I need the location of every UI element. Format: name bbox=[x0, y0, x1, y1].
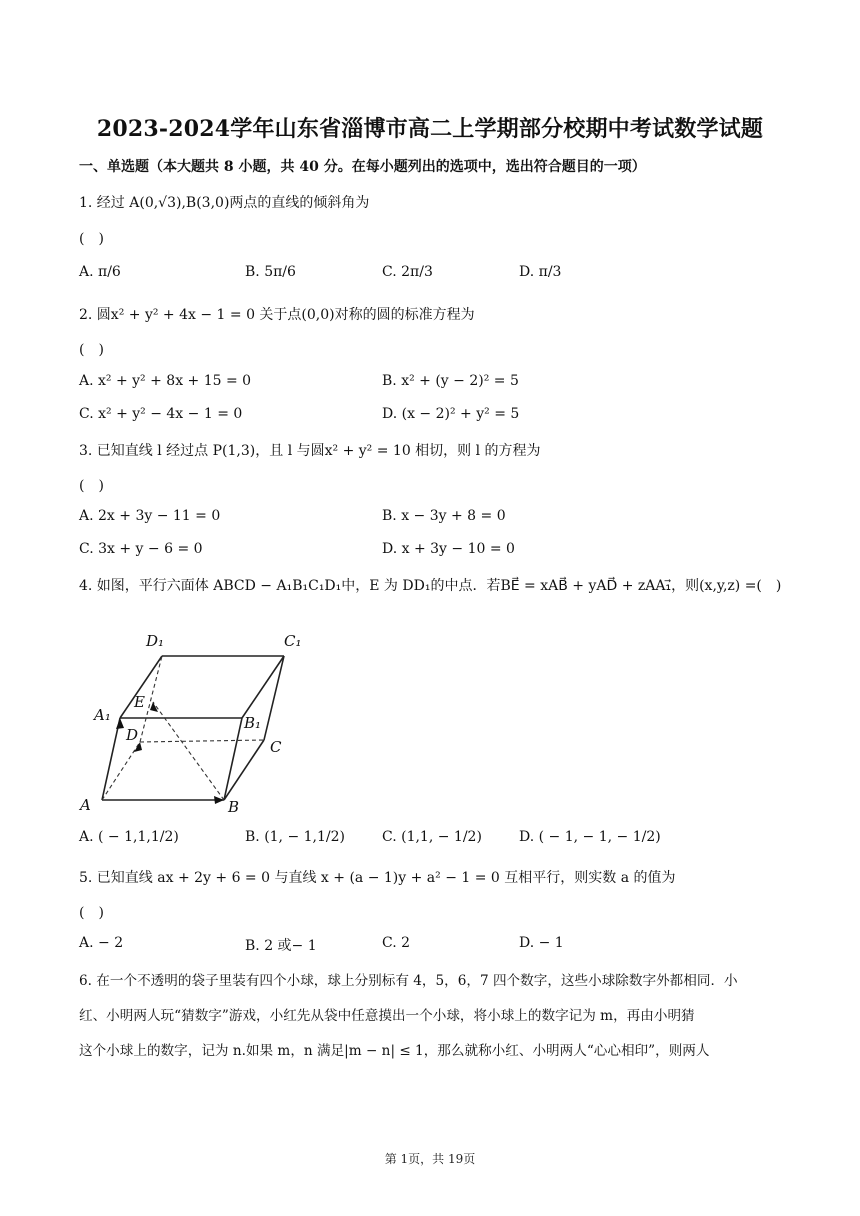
q1-option-c: C. 2π/3 bbox=[382, 264, 433, 280]
q1-stem: 1. 经过 A(0,√3),B(3,0)两点的直线的倾斜角为 bbox=[79, 195, 370, 211]
label-a1: A₁ bbox=[94, 706, 111, 724]
q2-paren: ( ) bbox=[79, 342, 104, 358]
q2-option-b: B. x² + (y − 2)² = 5 bbox=[382, 373, 519, 389]
page-footer: 第 1页，共 19页 bbox=[384, 1152, 476, 1166]
q1-option-b: B. 5π/6 bbox=[245, 264, 296, 280]
label-d1: D₁ bbox=[146, 632, 165, 650]
section-heading: 一、单选题（本大题共 8 小题，共 40 分。在每小题列出的选项中，选出符合题目的一项） bbox=[79, 159, 646, 175]
q5-option-d: D. − 1 bbox=[519, 935, 564, 951]
q3-stem: 3. 已知直线 l 经过点 P(1,3)，且 l 与圆x² + y² = 10 相切，则 l 的方程为 bbox=[79, 443, 541, 459]
label-c1: C₁ bbox=[284, 632, 302, 650]
q5-option-a: A. − 2 bbox=[79, 935, 124, 951]
q2-stem: 2. 圆x² + y² + 4x − 1 = 0 关于点(0,0)对称的圆的标准方程为 bbox=[79, 307, 475, 323]
q4-option-c: C. (1,1, − 1/2) bbox=[382, 829, 482, 845]
q3-paren: ( ) bbox=[79, 478, 104, 494]
q6-line-2: 红、小明两人玩“猜数字”游戏，小红先从袋中任意摸出一个小球，将小球上的数字记为 m，再由小明猜 bbox=[79, 1008, 695, 1024]
q5-stem: 5. 已知直线 ax + 2y + 6 = 0 与直线 x + (a − 1)y + a² − 1 = 0 互相平行，则实数 a 的值为 bbox=[79, 870, 676, 886]
q5-option-b: B. 2 或− 1 bbox=[245, 938, 317, 954]
q4-option-a: A. ( − 1,1,1/2) bbox=[79, 829, 179, 845]
vector-be bbox=[153, 702, 224, 800]
q4-option-b: B. (1, − 1,1/2) bbox=[245, 829, 345, 845]
q2-option-c: C. x² + y² − 4x − 1 = 0 bbox=[79, 406, 243, 422]
q2-option-d: D. (x − 2)² + y² = 5 bbox=[382, 406, 520, 422]
edge-cc1 bbox=[264, 656, 284, 740]
label-d: D bbox=[126, 726, 139, 744]
label-e: E bbox=[134, 693, 145, 711]
edge-dc-hidden bbox=[140, 740, 264, 742]
q5-paren: ( ) bbox=[79, 905, 104, 921]
label-c: C bbox=[270, 738, 282, 756]
q4-option-d: D. ( − 1, − 1, − 1/2) bbox=[519, 829, 661, 845]
parallelepiped-figure bbox=[74, 628, 314, 820]
q6-line-1: 6. 在一个不透明的袋子里装有四个小球，球上分别标有 4，5，6，7 四个数字，这些小球除数字外都相同．小 bbox=[79, 973, 738, 989]
edge-aa1 bbox=[102, 718, 120, 800]
edge-b1c1 bbox=[242, 656, 284, 718]
label-b: B bbox=[228, 798, 240, 816]
arrow-aa1-head bbox=[116, 718, 124, 729]
q4-stem: 4. 如图，平行六面体 ABCD − A₁B₁C₁D₁中，E 为 DD₁的中点．若BE⃗ = xAB⃗ + yAD⃗ + zAA₁⃗，则(x,y,z) =( ) bbox=[79, 578, 782, 594]
q3-option-c: C. 3x + y − 6 = 0 bbox=[79, 541, 203, 557]
q1-option-a: A. π/6 bbox=[79, 264, 121, 280]
q2-option-a: A. x² + y² + 8x + 15 = 0 bbox=[79, 373, 252, 389]
q3-option-d: D. x + 3y − 10 = 0 bbox=[382, 541, 515, 557]
q1-option-d: D. π/3 bbox=[519, 264, 562, 280]
q5-option-c: C. 2 bbox=[382, 935, 411, 951]
q1-paren: ( ) bbox=[79, 231, 104, 247]
page-title: 2023-2024学年山东省淄博市高二上学期部分校期中考试数学试题 bbox=[96, 116, 764, 142]
q6-line-3: 这个小球上的数字，记为 n.如果 m，n 满足|m − n| ≤ 1，那么就称小红、小明两人“心心相印”，则两人 bbox=[79, 1043, 710, 1059]
label-a: A bbox=[80, 796, 91, 814]
q3-option-b: B. x − 3y + 8 = 0 bbox=[382, 508, 506, 524]
q3-option-a: A. 2x + 3y − 11 = 0 bbox=[79, 508, 221, 524]
label-b1: B₁ bbox=[244, 714, 262, 732]
